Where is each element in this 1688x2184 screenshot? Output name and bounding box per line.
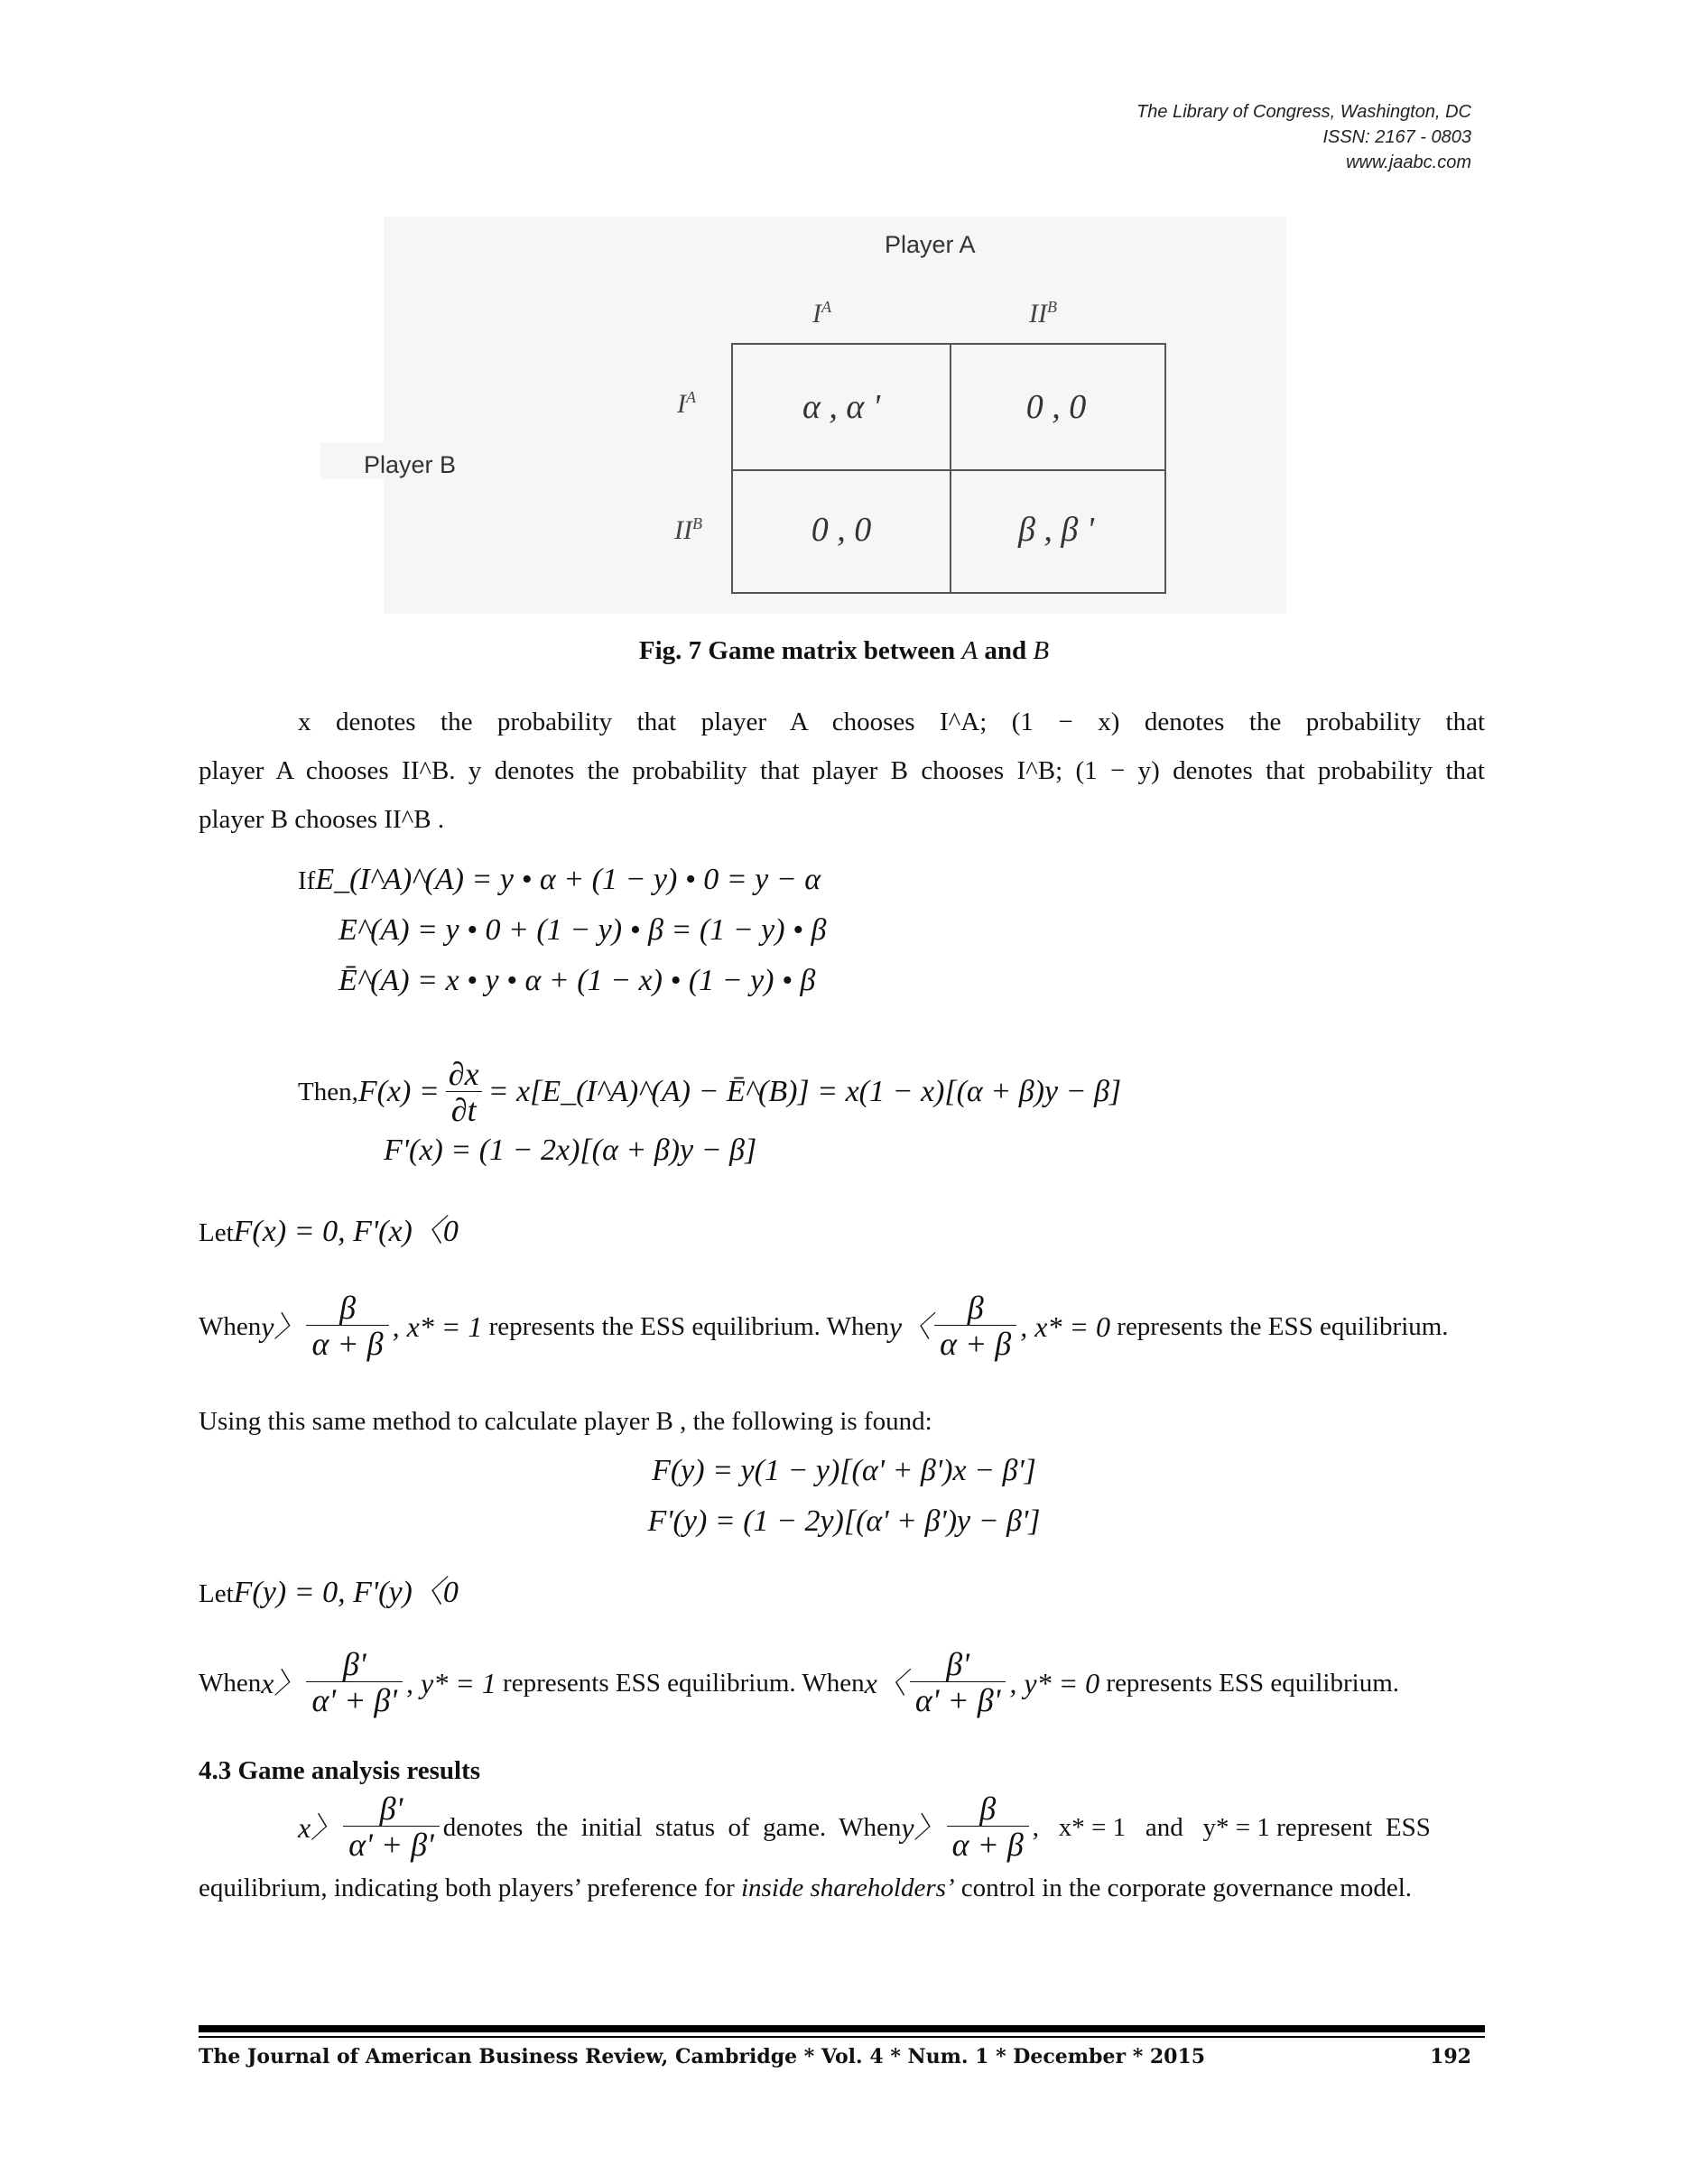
header-line-3: www.jaabc.com	[1346, 153, 1471, 172]
footer-journal: The Journal of American Business Review, Cambridge * Vol. 4 * Num. 1 * December * 2015	[199, 2045, 1206, 2068]
eq3-line-2: F'(y) = (1 − 2y)[(α' + β')y − β']	[647, 1504, 1041, 1538]
figure-caption: Fig. 7 Game matrix between A and B	[638, 636, 1050, 665]
payoff-cell-12: 0 , 0	[948, 343, 1166, 471]
para3-line-2: equilibrium, indicating both players’ preference for inside shareholders’ control in the corporate governance model.	[199, 1874, 1413, 1902]
running-header	[1136, 99, 1471, 175]
para1-line-3: player B chooses II^B .	[199, 805, 445, 834]
footer-rule-thick	[199, 2025, 1485, 2032]
ess-condition-y: When x〉 $\frac{\beta'}{\alpha' + \beta'}$ , y* = 1 represents ESS equilibrium. When x〈 $\frac{\beta'}{\alpha' + \beta'}$ , y* = 0 represents ESS equilibrium.	[199, 1646, 1399, 1718]
eq1-line-2: E^(A) = y • 0 + (1 − y) • β = (1 − y) • β	[339, 913, 827, 947]
eq3-line-1: F(y) = y(1 − y)[(α' + β')x − β']	[652, 1454, 1036, 1487]
para1-line-1: x denotes the probability that player A chooses I^A; (1 − x) denotes the probability that	[298, 708, 1485, 736]
let-condition-y: LetF(y) = 0, F'(y)〈0	[199, 1576, 459, 1609]
player-b-label: Player B	[320, 442, 456, 479]
eq1-line-3: Ē^(A) = x • y • α + (1 − x) • (1 − y) • β	[339, 964, 816, 997]
para3-line-1: x〉 $\frac{\beta'}{\alpha' + \beta'}$ denotes the initial status of game. When y〉 $\frac{\beta}{\alpha + \beta}$ , x* = 1 and y* = 1 represent ESS	[298, 1791, 1431, 1863]
paragraph-probabilities	[199, 704, 1485, 838]
para1-line-2: player A chooses II^B. y denotes the probability that player B chooses I^B; (1 − y) denotes that probability that	[199, 756, 1485, 785]
row-strategy-1: $I^A$	[677, 388, 696, 419]
paragraph-game-results	[199, 1791, 1485, 1906]
when1-fraction-a: $\frac{\beta}{\alpha + \beta}$	[306, 1291, 388, 1362]
eq2-fraction: $\frac{\partial x}{\partial t}$	[443, 1057, 485, 1128]
paragraph-player-b-method: Using this same method to calculate player B , the following is found:	[199, 1407, 932, 1436]
col-strategy-2: $II^B$	[1029, 298, 1057, 329]
section-heading: 4.3 Game analysis results	[199, 1756, 481, 1785]
equation-block-replicator-y	[0, 1453, 1688, 1554]
when2-fraction-b: $\frac{\beta'}{\alpha' + \beta'}$	[910, 1647, 1006, 1718]
equation-block-expected-payoffs	[298, 862, 826, 1013]
footer-rule-thin	[199, 2036, 1485, 2038]
when2-fraction-a: $\frac{\beta'}{\alpha' + \beta'}$	[306, 1647, 403, 1718]
header-line-2: ISSN: 2167 - 0803	[1322, 127, 1471, 147]
payoff-cell-11: α , α '	[731, 343, 951, 471]
eq2-line-2: F'(x) = (1 − 2x)[(α + β)y − β]	[384, 1134, 757, 1167]
payoff-cell-22: β , β '	[948, 467, 1166, 594]
para3-fraction-b: $\frac{\beta}{\alpha + \beta}$	[947, 1791, 1029, 1863]
player-a-label: Player A	[885, 231, 976, 258]
row-strategy-2: $II^B$	[674, 514, 702, 545]
header-line-1: The Library of Congress, Washington, DC	[1136, 102, 1471, 122]
ess-condition-x: When y〉 $\frac{\beta}{\alpha + \beta}$ , x* = 1 represents the ESS equilibrium. When y〈 $\frac{\beta}{\alpha + \beta}$ , x* = 0 represents the ESS equilibrium.	[199, 1290, 1449, 1362]
payoff-cell-21: 0 , 0	[731, 467, 951, 594]
let-condition-x: LetF(x) = 0, F'(x)〈0	[199, 1215, 459, 1248]
footer-page-number: 192	[1430, 2045, 1471, 2068]
col-strategy-1: $I^A$	[812, 298, 831, 329]
when1-fraction-b: $\frac{\beta}{\alpha + \beta}$	[934, 1291, 1016, 1362]
eq1-line-1: IfE_(I^A)^(A) = y • α + (1 − y) • 0 = y − α	[298, 863, 821, 896]
para3-fraction-a: $\frac{\beta'}{\alpha' + \beta'}$	[343, 1791, 440, 1863]
equation-block-replicator-x	[298, 1051, 1121, 1183]
game-matrix-figure	[363, 217, 1286, 614]
eq2-line-1: Then, F(x) = $\frac{\partial x}{\partial t}$ = x[E_(I^A)^(A) − Ē^(B)] = x(1 − x)[(α + β)y − β]	[298, 1055, 1122, 1128]
emphasis-inside-shareholders: inside shareholders’	[741, 1874, 955, 1902]
